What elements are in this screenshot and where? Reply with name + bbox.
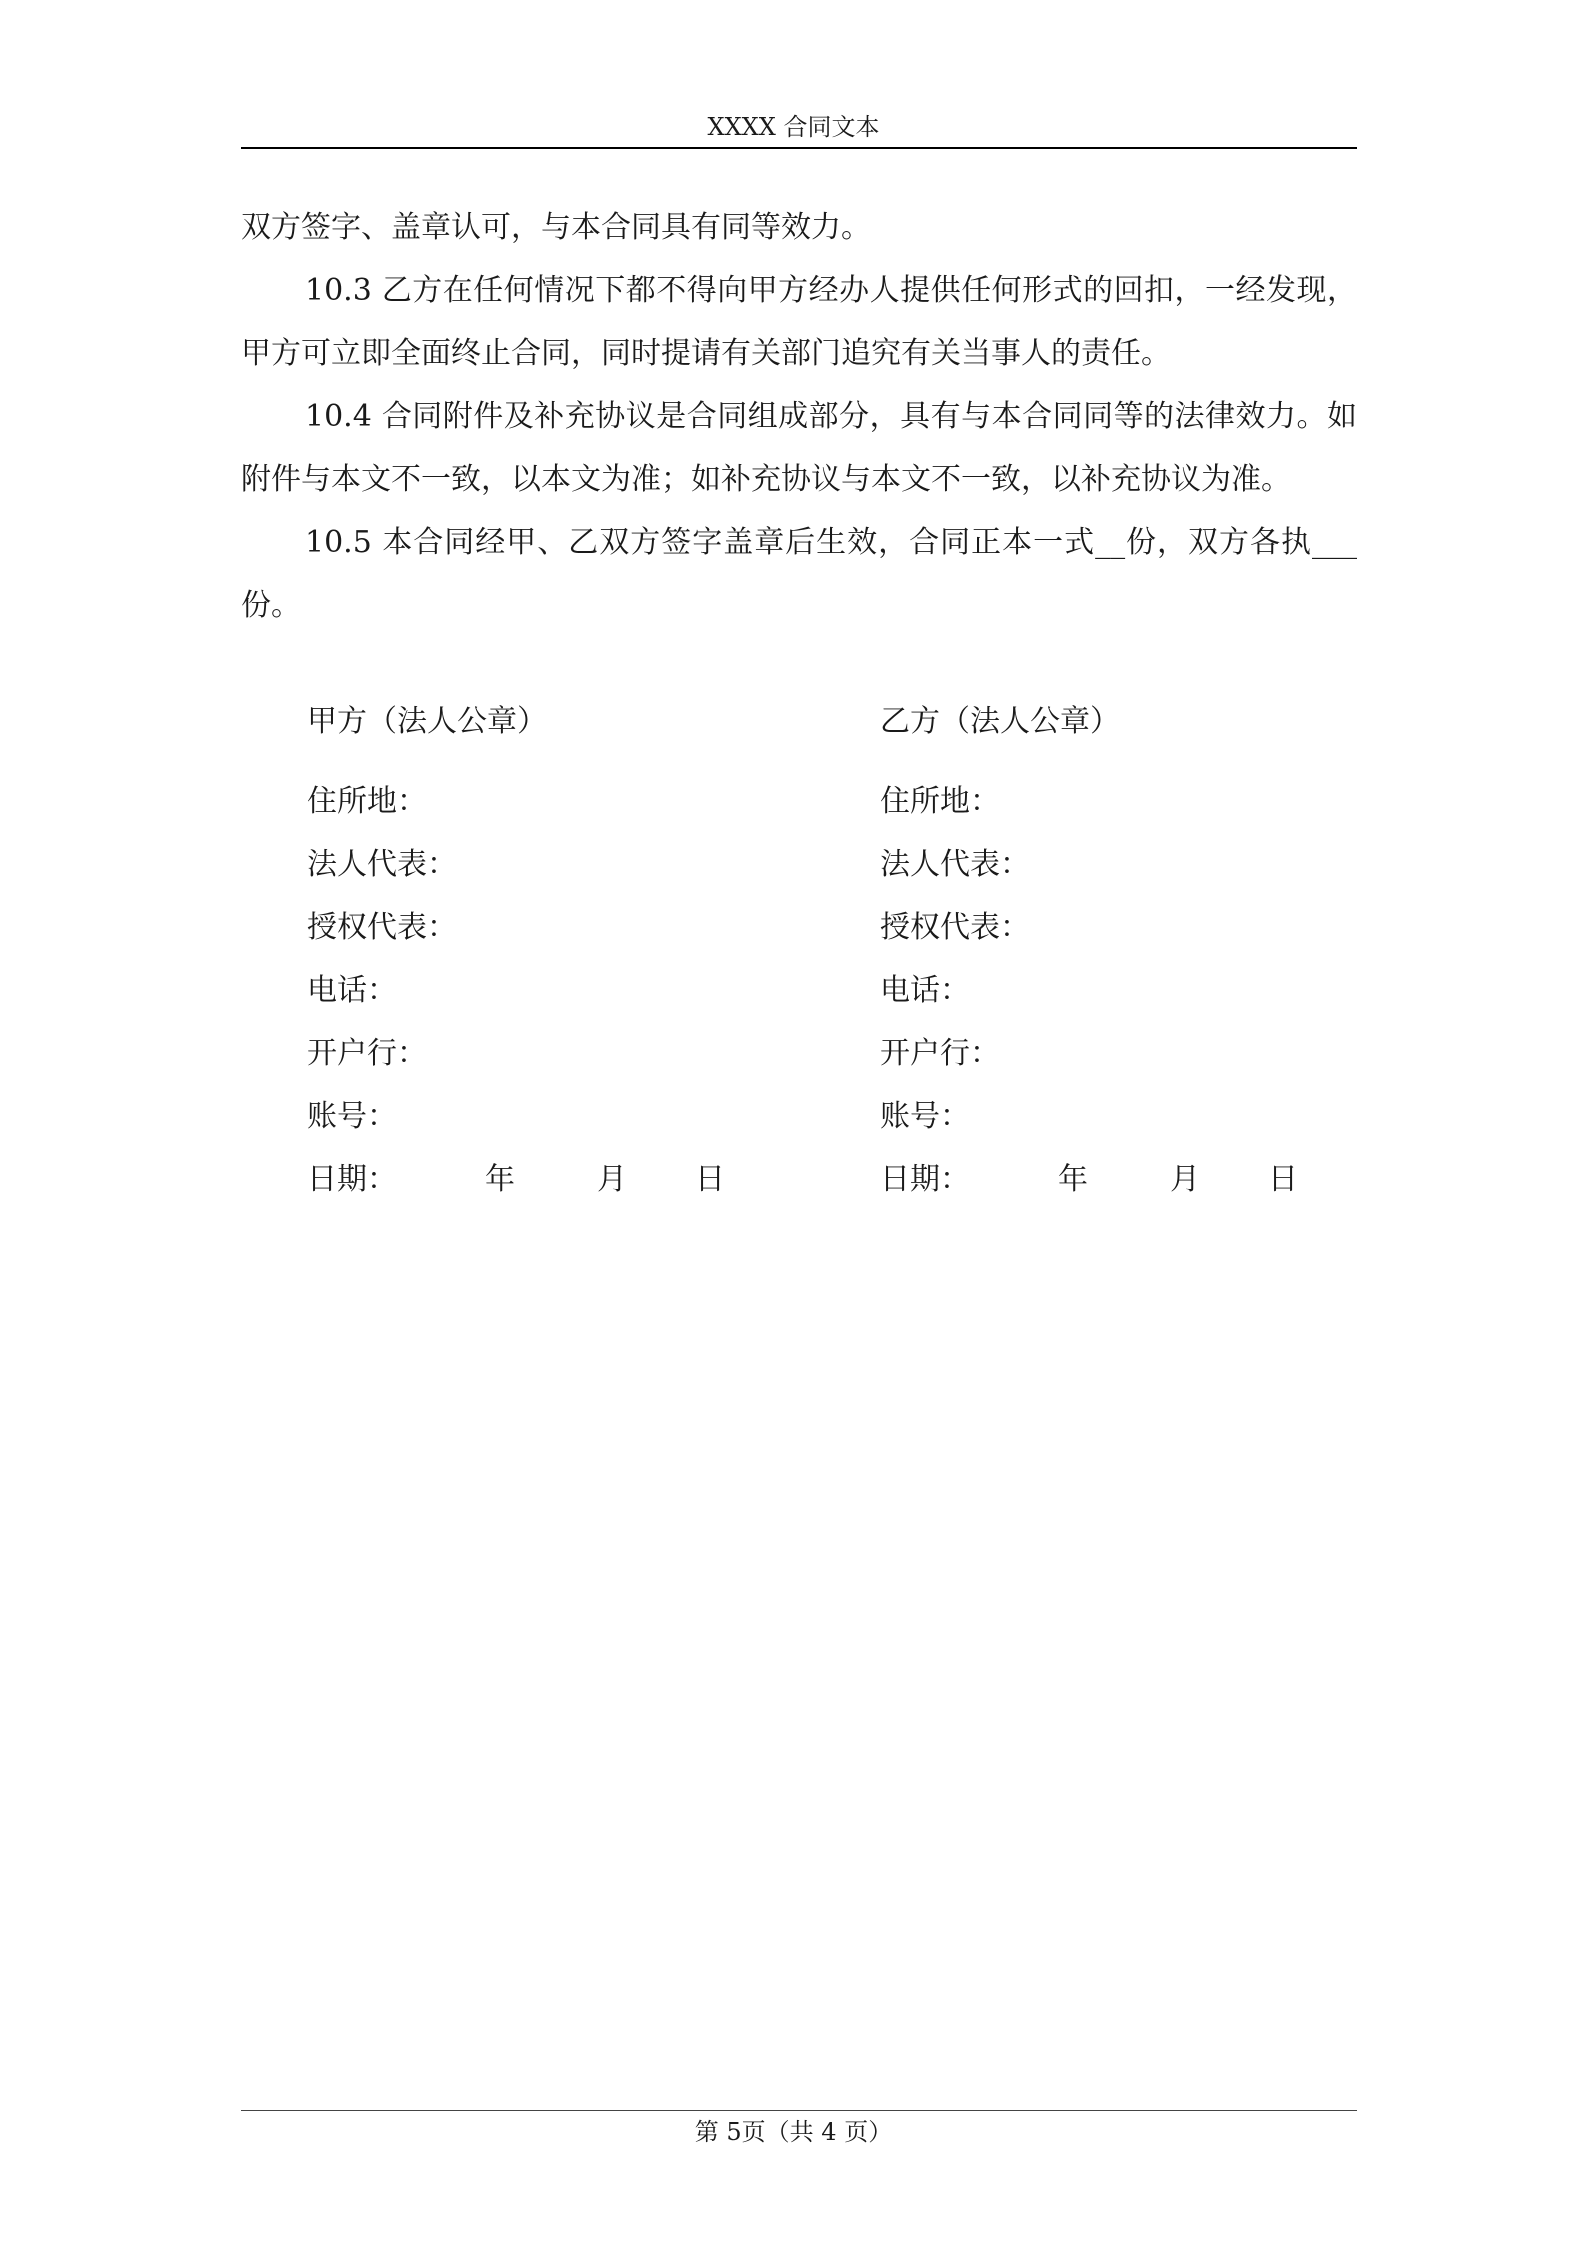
party-b-phone-label: 电话：: [880, 973, 970, 1008]
party-a-legal-rep-label: 法人代表：: [307, 847, 457, 882]
footer-divider: [241, 2110, 1357, 2111]
party-a-date-day: 日: [695, 1162, 725, 1197]
party-a-date-month: 月: [597, 1162, 627, 1197]
party-b-date-label: 日期：: [880, 1162, 970, 1197]
paragraph-10-4: 10.4 合同附件及补充协议是合同组成部分，具有与本合同同等的法律效力。如附件与本文不一致，以本文为准；如补充协议与本文不一致，以补充协议为准。: [241, 399, 1357, 497]
party-a-date-year: 年: [485, 1162, 515, 1197]
party-a-title: 甲方（法人公章）: [307, 704, 547, 739]
party-a-date-label: 日期：: [307, 1162, 397, 1197]
paragraph: 双方签字、盖章认可，与本合同具有同等效力。: [241, 210, 871, 245]
contract-body: [241, 196, 1357, 637]
signature-block-party-b: [880, 690, 1360, 1211]
party-a-phone-label: 电话：: [307, 973, 397, 1008]
page-header-title: XXXX 合同文本: [707, 113, 880, 141]
paragraph-10-5: 10.5 本合同经甲、乙双方签字盖章后生效，合同正本一式__份，双方各执___份。: [241, 525, 1357, 623]
signature-block-party-a: [307, 690, 787, 1211]
party-b-bank-label: 开户行：: [880, 1036, 1000, 1071]
party-b-authorized-rep-label: 授权代表：: [880, 910, 1030, 945]
party-a-date-row: [307, 1148, 787, 1211]
party-b-date-month: 月: [1170, 1162, 1200, 1197]
party-b-date-day: 日: [1268, 1162, 1298, 1197]
party-b-date-year: 年: [1058, 1162, 1088, 1197]
party-a-account-label: 账号：: [307, 1099, 397, 1134]
party-b-date-row: [880, 1148, 1360, 1211]
party-b-account-label: 账号：: [880, 1099, 970, 1134]
page-number: 第 5页（共 4 页）: [694, 2118, 893, 2146]
party-b-legal-rep-label: 法人代表：: [880, 847, 1030, 882]
party-a-authorized-rep-label: 授权代表：: [307, 910, 457, 945]
party-a-address-label: 住所地：: [307, 784, 427, 819]
party-b-title: 乙方（法人公章）: [880, 704, 1120, 739]
party-b-address-label: 住所地：: [880, 784, 1000, 819]
party-a-bank-label: 开户行：: [307, 1036, 427, 1071]
header-divider: [241, 147, 1357, 149]
paragraph-10-3: 10.3 乙方在任何情况下都不得向甲方经办人提供任何形式的回扣，一经发现，甲方可立即全面终止合同，同时提请有关部门追究有关当事人的责任。: [241, 273, 1357, 371]
